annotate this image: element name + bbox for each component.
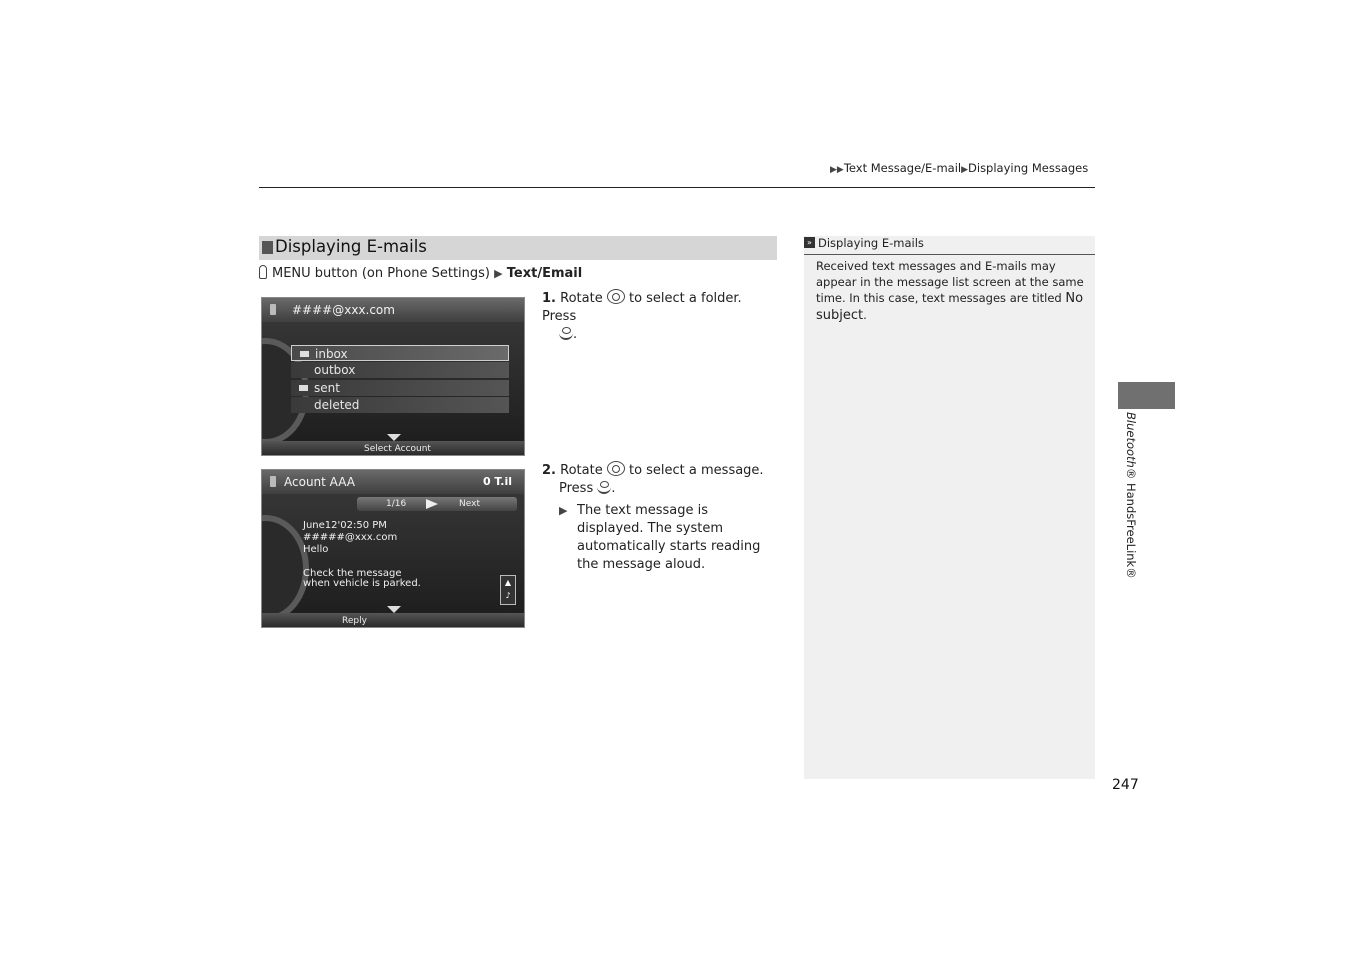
step-1 — [542, 289, 777, 344]
step-text: Rotate — [560, 291, 603, 306]
menu-path-arrow-icon: ▶ — [494, 267, 503, 280]
page-number: 247 — [1112, 777, 1139, 793]
select-account-button[interactable]: Select Account — [364, 444, 431, 454]
screen-title: ####@xxx.com — [292, 303, 395, 317]
folder-item-sent[interactable] — [291, 380, 509, 396]
breadcrumb-part-1[interactable]: Text Message/E-mail — [843, 161, 962, 175]
speaker-icon[interactable]: ♪ — [505, 591, 511, 600]
folder-label: sent — [314, 381, 340, 395]
interface-dial-graphic — [261, 515, 309, 622]
section-title: Displaying E-mails — [275, 237, 427, 256]
screen-title-bar — [262, 298, 524, 322]
note-text: Received text messages and E-mails may appear in the message list screen at the same time. In this case, text messages are titled — [816, 259, 1084, 305]
step-text: to select a folder. Press — [542, 291, 742, 324]
section-header — [259, 236, 777, 260]
menu-path-text: MENU button (on Phone Settings) — [272, 266, 491, 281]
step-number: 2. — [542, 463, 556, 478]
message-sender: #####@xxx.com — [303, 532, 398, 543]
message-view-screenshot — [261, 469, 525, 628]
chapter-title-brand: Bluetooth® — [1124, 412, 1138, 480]
chevron-down-icon — [387, 434, 401, 441]
breadcrumb — [830, 161, 1088, 175]
message-subject: Hello — [303, 544, 329, 555]
message-body-line: Check the message — [303, 568, 402, 579]
folder-label: deleted — [314, 398, 360, 412]
no-subject-label: No subject — [816, 291, 1084, 323]
rotate-dial-icon — [607, 289, 625, 304]
message-body-line: when vehicle is parked. — [303, 578, 421, 589]
screen-title-bar — [262, 470, 524, 494]
step-text: to select a message. — [628, 463, 764, 478]
result-arrow-icon: ▶ — [559, 504, 568, 517]
read-aloud-icon[interactable]: ▲ — [504, 578, 512, 587]
play-arrow-icon — [426, 499, 438, 509]
message-page-counter: 1/16 — [386, 499, 407, 509]
rotate-dial-icon — [607, 461, 625, 476]
chapter-title-rest: HandsFreeLink® — [1124, 479, 1138, 579]
section-square-icon — [262, 241, 273, 254]
next-button[interactable]: Next — [459, 499, 480, 509]
note-reference-icon: » — [804, 237, 815, 248]
message-side-buttons — [500, 575, 516, 605]
header-rule — [259, 187, 1095, 188]
press-dial-icon — [597, 480, 611, 494]
menu-path — [259, 265, 582, 281]
envelope-icon — [300, 351, 309, 357]
phone-icon — [270, 476, 276, 487]
chapter-title — [1118, 412, 1142, 582]
press-dial-icon — [559, 326, 573, 340]
folder-label: outbox — [314, 363, 356, 377]
screen-title: Acount AAA — [284, 475, 355, 489]
folder-select-screenshot — [261, 297, 525, 456]
step-number: 1. — [542, 291, 556, 306]
folder-label: inbox — [315, 347, 348, 361]
step-2 — [542, 461, 777, 498]
step-text: Press — [559, 481, 594, 496]
breadcrumb-separator-icon: ▶ — [961, 165, 969, 175]
breadcrumb-part-2[interactable]: Displaying Messages — [968, 161, 1089, 175]
step-2-result: The text message is displayed. The system automatically starts reading the message aloud. — [577, 503, 761, 572]
note-body — [816, 258, 1086, 324]
signal-strength-icon: 0 T.il — [482, 475, 512, 488]
folder-item-inbox[interactable] — [291, 345, 509, 361]
breadcrumb-arrow-icon: ▶▶ — [830, 165, 844, 175]
step-text: Rotate — [560, 463, 603, 478]
screen-footer — [262, 613, 524, 627]
envelope-icon — [299, 385, 308, 391]
folder-item-outbox[interactable] — [291, 362, 509, 378]
phone-icon — [270, 304, 276, 315]
folder-item-deleted[interactable] — [291, 397, 509, 413]
result-arrow — [559, 502, 577, 520]
menu-button-icon — [259, 265, 267, 279]
step-text: . — [573, 327, 578, 342]
note-text-end: . — [863, 308, 867, 322]
note-header — [804, 236, 1095, 255]
menu-path-target: Text/Email — [506, 266, 583, 281]
chapter-tab — [1118, 382, 1175, 409]
message-timestamp: June12'02:50 PM — [303, 520, 387, 531]
step-text: . — [611, 481, 616, 496]
reply-button[interactable]: Reply — [342, 616, 367, 626]
note-heading: Displaying E-mails — [818, 236, 924, 250]
chevron-down-icon — [387, 606, 401, 613]
